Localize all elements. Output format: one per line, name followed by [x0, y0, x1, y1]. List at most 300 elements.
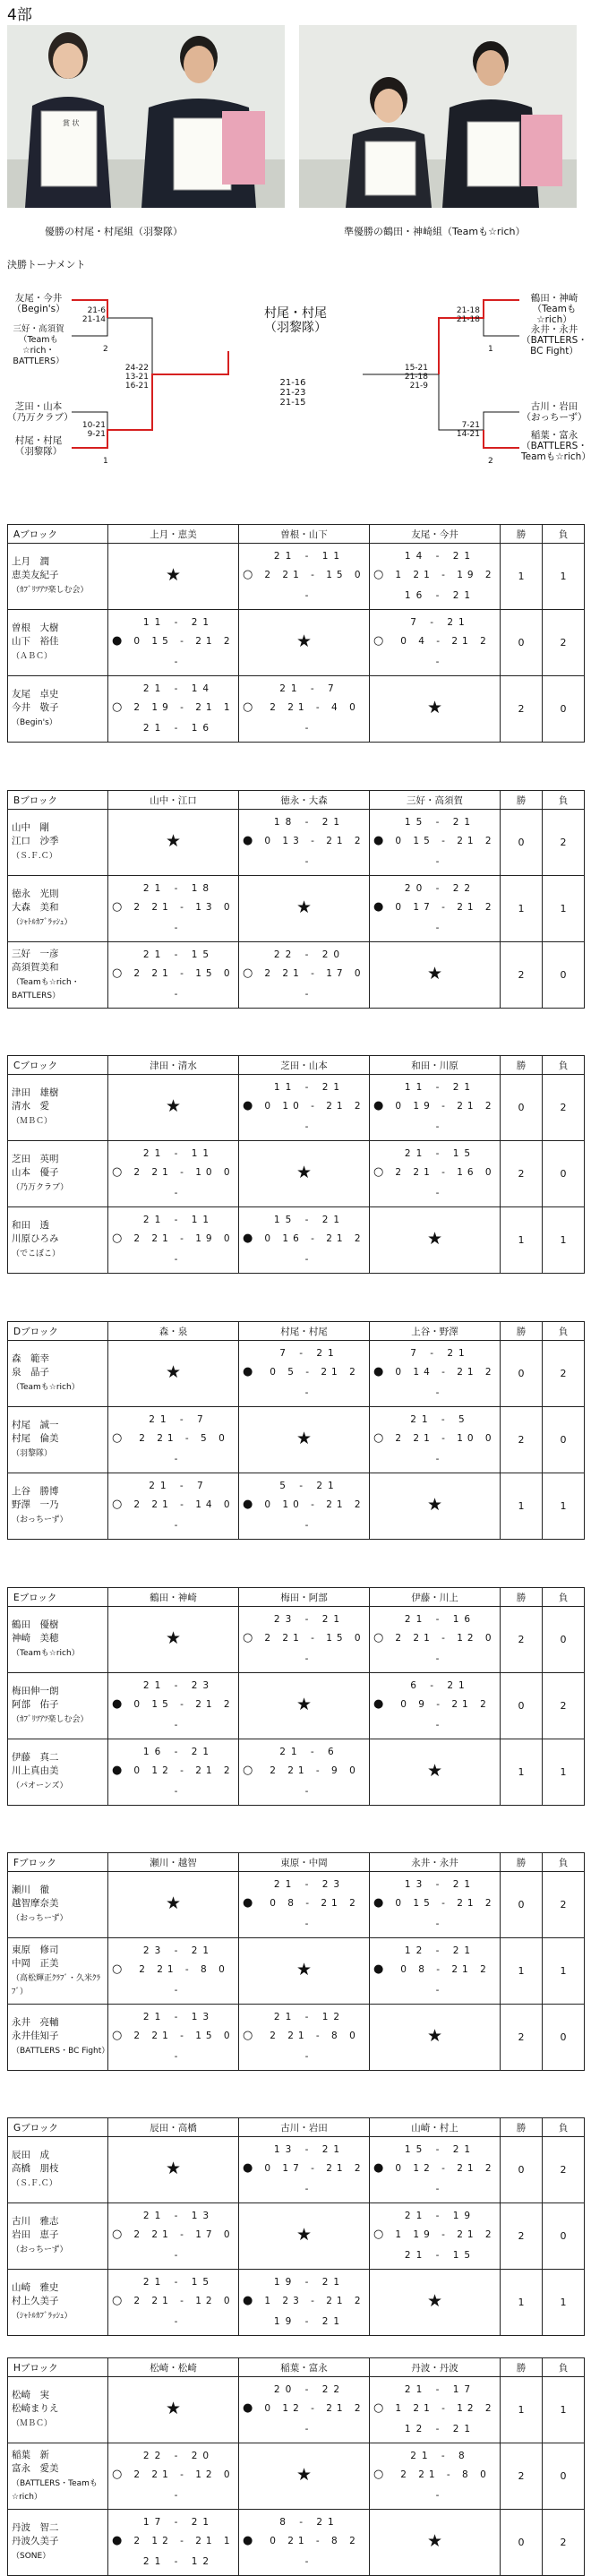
- loss-dot-icon: ●: [373, 1962, 384, 1976]
- game-score: 23 - 21: [273, 1614, 346, 1625]
- column-header: 村尾・村尾: [239, 1322, 370, 1341]
- game-score: 21 - 16: [142, 723, 215, 734]
- game-score: 22 - 20: [273, 949, 346, 960]
- match-summary: 0 12 - 21 2: [133, 1765, 235, 1776]
- match-cell: [108, 610, 239, 676]
- match-cell: [108, 2203, 239, 2270]
- lose-header: 負: [543, 1322, 585, 1341]
- loss-dot-icon: ●: [373, 1697, 384, 1711]
- win-count: 0: [501, 2510, 543, 2576]
- win-circle-icon: ○: [373, 568, 384, 581]
- player-name: 上月 潤: [12, 556, 49, 567]
- game-score: 23 - 21: [142, 1945, 215, 1956]
- game-score: 21 - 11: [142, 1215, 215, 1225]
- player-name: 村尾 誠一: [12, 1420, 59, 1430]
- match-cell: [239, 1673, 370, 1739]
- game-score: 21 - 23: [142, 1680, 215, 1691]
- win-count: 2: [501, 676, 543, 743]
- match-summary: 0 12 - 21 2: [395, 2163, 496, 2174]
- match-summary: 2 21 - 8 0: [270, 2031, 360, 2041]
- match-summary: 1 19 - 21 2: [395, 2229, 496, 2240]
- match-summary: 2 21 - 12 0: [133, 2296, 235, 2306]
- pair-cell: [8, 876, 108, 942]
- player-name: 友尾 卓史: [12, 689, 59, 700]
- win-circle-icon: ○: [112, 1431, 123, 1445]
- table-row: [8, 1207, 585, 1274]
- game-score: -: [174, 1188, 184, 1198]
- self-match-star-icon: ★: [426, 964, 443, 983]
- win-circle-icon: ○: [373, 2401, 384, 2415]
- match-cell: [370, 1872, 501, 1938]
- game-score: 21 - 16: [404, 1614, 476, 1625]
- match-cell: [239, 1207, 370, 1274]
- match-cell: [108, 1673, 239, 1739]
- player-name: 泉 晶子: [12, 1367, 49, 1378]
- game-score: -: [304, 2051, 314, 2062]
- league-block-table: [7, 1852, 585, 2071]
- game-score: 21 - 6: [279, 1747, 339, 1757]
- match-summary: 2 21 - 19 0: [133, 1233, 235, 1244]
- match-cell: [370, 1075, 501, 1141]
- win-circle-icon: ○: [112, 2029, 123, 2042]
- winner-photo: [7, 25, 285, 208]
- self-match-star-icon: ★: [426, 1761, 443, 1781]
- column-header: 徳永・大森: [239, 791, 370, 810]
- player-name: 松崎まりえ: [12, 2403, 59, 2414]
- pair-club: （Teamも☆rich）: [532, 304, 577, 325]
- self-match-star-icon: ★: [296, 2465, 313, 2485]
- match-cell: [108, 1407, 239, 1473]
- match-summary: 0 8 - 21 2: [270, 1898, 360, 1909]
- match-cell: [108, 1341, 239, 1407]
- win-circle-icon: ○: [243, 1764, 253, 1777]
- match-summary: 1 23 - 21 2: [264, 2296, 365, 2306]
- match-summary: 0 17 - 21 2: [395, 902, 496, 913]
- player-name: 今井 敬子: [12, 702, 59, 713]
- match-summary: 2 19 - 21 1: [133, 702, 235, 713]
- pair-name: 古川・岩田: [530, 401, 578, 412]
- game-score: 5 - 21: [279, 1481, 339, 1491]
- match-summary: 0 13 - 21 2: [264, 836, 365, 846]
- match-summary: 2 21 - 16 0: [395, 1167, 496, 1178]
- self-match-star-icon: ★: [296, 1429, 313, 1448]
- match-summary: 2 21 - 17 0: [133, 2229, 235, 2240]
- pair-name: 村尾・村尾: [14, 435, 63, 446]
- champion-label: [242, 306, 349, 335]
- pair-club: （Teamも☆rich・BATTLERS）: [13, 335, 64, 366]
- match-cell: [370, 676, 501, 743]
- match-summary: 2 21 - 17 0: [264, 968, 365, 979]
- player-name: 瀬川 徹: [12, 1885, 49, 1895]
- lose-count: 0: [543, 1141, 585, 1207]
- game-score: 21 - 15: [142, 2277, 215, 2288]
- win-circle-icon: ○: [243, 700, 253, 714]
- loss-dot-icon: ●: [243, 1232, 253, 1245]
- table-row: [8, 876, 585, 942]
- table-row: [8, 2137, 585, 2203]
- match-summary: 0 4 - 21 2: [400, 636, 491, 647]
- win-circle-icon: ○: [112, 2228, 123, 2241]
- game-score: 17 - 21: [142, 2517, 215, 2528]
- loss-dot-icon: ●: [243, 2161, 253, 2175]
- match-summary: 2 21 - 8 0: [139, 1964, 229, 1975]
- score-left-r2: 10-21 9-21: [81, 421, 106, 439]
- block-name: Cブロック: [8, 1056, 108, 1075]
- match-cell: [108, 2377, 239, 2443]
- player-club: （Ｓ.Ｆ.Ｃ）: [12, 2179, 57, 2188]
- lose-header: 負: [543, 2358, 585, 2377]
- loss-dot-icon: ●: [112, 1764, 123, 1777]
- player-name: 山本 優子: [12, 1167, 59, 1178]
- league-block-table: [7, 790, 585, 1009]
- column-header: 梅田・阿部: [239, 1588, 370, 1607]
- bracket-right-pair-3: [521, 401, 587, 423]
- player-club: （Ｓ.Ｆ.Ｃ）: [12, 852, 57, 861]
- column-header: 森・泉: [108, 1322, 239, 1341]
- match-cell: [239, 1473, 370, 1540]
- win-header: 勝: [501, 2118, 543, 2137]
- self-match-star-icon: ★: [165, 2399, 182, 2418]
- game-score: 15 - 21: [404, 2144, 476, 2155]
- bracket-left-pair-4: [7, 435, 70, 457]
- column-header: 辰田・高橋: [108, 2118, 239, 2137]
- match-summary: 2 21 - 14 0: [133, 1499, 235, 1510]
- player-name: 永井佳知子: [12, 2031, 59, 2041]
- player-name: 阿部 佑子: [12, 1699, 59, 1710]
- match-summary: 2 21 - 15 0: [264, 570, 365, 580]
- table-row: [8, 1607, 585, 1673]
- game-score: 21 - 11: [273, 551, 346, 562]
- player-name: 清水 愛: [12, 1101, 49, 1112]
- player-name: 村尾 倫美: [12, 1433, 59, 1444]
- pair-cell: [8, 1207, 108, 1274]
- game-score: -: [435, 1454, 445, 1464]
- winner-caption: 優勝の村尾・村尾組（羽黎隊）: [45, 226, 183, 237]
- loss-dot-icon: ●: [243, 1896, 253, 1910]
- game-score: 21 - 12: [142, 2556, 215, 2567]
- player-club: （ｼｬﾄﾙｶﾌﾞﾗｯｼｭ）: [12, 918, 73, 927]
- runner-up-photo-illustration: [299, 25, 577, 208]
- win-count: 2: [501, 2443, 543, 2510]
- match-cell: [370, 544, 501, 610]
- round-label: 1: [103, 457, 108, 466]
- table-row: [8, 1075, 585, 1141]
- player-name: 富永 愛美: [12, 2462, 59, 2474]
- game-score: -: [435, 856, 445, 867]
- game-score: 18 - 21: [273, 817, 346, 828]
- column-header: 古川・岩田: [239, 2118, 370, 2137]
- match-summary: 0 15 - 21 2: [133, 636, 235, 647]
- game-score: -: [174, 1520, 184, 1531]
- loss-dot-icon: ●: [243, 2294, 253, 2307]
- column-header: 瀬川・越智: [108, 1853, 239, 1872]
- table-row: [8, 1673, 585, 1739]
- match-cell: [108, 1739, 239, 1806]
- lose-header: 負: [543, 2118, 585, 2137]
- player-club: （Teamも☆rich・BATTLERS）: [12, 977, 80, 1000]
- win-count: 1: [501, 876, 543, 942]
- lose-count: 1: [543, 1938, 585, 2005]
- game-score: -: [174, 989, 184, 1000]
- pair-cell: [8, 1473, 108, 1540]
- player-club: （BATTLERS・Teamも☆rich）: [12, 2478, 98, 2502]
- match-cell: [370, 2137, 501, 2203]
- lose-header: 負: [543, 1056, 585, 1075]
- game-score: 21 - 7: [149, 1481, 209, 1491]
- match-summary: 2 21 - 12 0: [395, 1633, 496, 1644]
- self-match-star-icon: ★: [165, 1893, 182, 1913]
- game-score: -: [304, 1919, 314, 1929]
- match-cell: [370, 876, 501, 942]
- win-count: 2: [501, 1407, 543, 1473]
- match-cell: [370, 1141, 501, 1207]
- match-cell: [239, 544, 370, 610]
- player-name: 大森 美和: [12, 902, 59, 913]
- self-match-star-icon: ★: [296, 631, 313, 651]
- match-summary: 0 10 - 21 2: [264, 1499, 365, 1510]
- game-score: 21 - 13: [142, 2012, 215, 2022]
- player-club: （ｶﾌﾞﾘﾂｱﾂ楽しむ会）: [12, 1715, 89, 1724]
- game-score: -: [435, 2184, 445, 2194]
- loss-dot-icon: ●: [243, 2401, 253, 2415]
- column-header: 伊藤・川上: [370, 1588, 501, 1607]
- player-name: 高須賀美和: [12, 961, 59, 973]
- player-club: （ＭＢＣ）: [12, 1117, 53, 1126]
- match-cell: [239, 1938, 370, 2005]
- column-header: 和田・川原: [370, 1056, 501, 1075]
- match-summary: 0 19 - 21 2: [395, 1101, 496, 1112]
- pair-cell: [8, 2270, 108, 2336]
- lose-count: 1: [543, 1207, 585, 1274]
- win-count: 0: [501, 1341, 543, 1407]
- game-score: 21 - 11: [142, 1148, 215, 1159]
- game-score: -: [304, 2184, 314, 2194]
- game-score: 20 - 22: [404, 883, 476, 894]
- game-score: 19 - 21: [273, 2316, 346, 2327]
- table-row: [8, 1141, 585, 1207]
- game-score: -: [304, 856, 314, 867]
- bracket-left-pair-3: [7, 401, 73, 423]
- game-score: 20 - 22: [273, 2384, 346, 2395]
- match-cell: [239, 942, 370, 1009]
- game-score: -: [174, 1720, 184, 1730]
- column-header: 芝田・山本: [239, 1056, 370, 1075]
- game-score: 21 - 12: [273, 2012, 346, 2022]
- table-row: [8, 610, 585, 676]
- lose-count: 2: [543, 1075, 585, 1141]
- game-score: 22 - 20: [142, 2451, 215, 2461]
- loss-dot-icon: ●: [373, 900, 384, 914]
- block-name: Bブロック: [8, 791, 108, 810]
- self-match-star-icon: ★: [165, 1362, 182, 1382]
- match-summary: 0 17 - 21 2: [264, 2163, 365, 2174]
- win-header: 勝: [501, 525, 543, 544]
- match-cell: [239, 1607, 370, 1673]
- lose-header: 負: [543, 525, 585, 544]
- win-count: 0: [501, 610, 543, 676]
- match-cell: [370, 942, 501, 1009]
- table-row: [8, 1938, 585, 2005]
- lose-count: 1: [543, 876, 585, 942]
- match-cell: [370, 2443, 501, 2510]
- game-score: -: [435, 923, 445, 933]
- pair-club: （Begin's）: [12, 304, 65, 314]
- match-summary: 2 21 - 8 0: [400, 2469, 491, 2480]
- self-match-star-icon: ★: [165, 2159, 182, 2178]
- league-block-table: [7, 2357, 585, 2576]
- game-score: 21 - 15: [404, 2250, 476, 2261]
- player-name: 野澤 一乃: [12, 1499, 59, 1510]
- match-cell: [108, 1473, 239, 1540]
- pair-name: 鶴田・神崎: [530, 293, 578, 304]
- pair-cell: [8, 810, 108, 876]
- match-cell: [108, 1075, 239, 1141]
- game-score: -: [435, 657, 445, 667]
- self-match-star-icon: ★: [426, 2531, 443, 2551]
- block-name: Eブロック: [8, 1588, 108, 1607]
- match-summary: 1 21 - 19 2: [395, 570, 496, 580]
- game-score: 13 - 21: [273, 2144, 346, 2155]
- game-score: 21 - 17: [404, 2384, 476, 2395]
- score-left-r1: 21-6 21-14: [81, 306, 106, 324]
- match-cell: [370, 2377, 501, 2443]
- match-summary: 2 21 - 15 0: [133, 968, 235, 979]
- self-match-star-icon: ★: [426, 698, 443, 717]
- pair-cell: [8, 1407, 108, 1473]
- player-name: 芝田 英明: [12, 1154, 59, 1164]
- player-name: 永井 亮輔: [12, 2017, 59, 2028]
- league-block-table: [7, 1055, 585, 1274]
- win-circle-icon: ○: [112, 700, 123, 714]
- player-club: （ｶﾌﾞﾘﾂｱﾂ楽しむ会）: [12, 586, 89, 595]
- match-cell: [108, 810, 239, 876]
- game-score: 15 - 21: [404, 817, 476, 828]
- self-match-star-icon: ★: [296, 1163, 313, 1182]
- win-circle-icon: ○: [112, 1232, 123, 1245]
- match-cell: [370, 1673, 501, 1739]
- game-score: 8 - 21: [279, 2517, 339, 2528]
- score-right-semifinal: 15-21 21-18 21-9: [404, 364, 428, 391]
- match-cell: [370, 1607, 501, 1673]
- game-score: 11 - 21: [142, 617, 215, 628]
- win-count: 0: [501, 1872, 543, 1938]
- win-circle-icon: ○: [373, 634, 384, 648]
- player-club: （SONE）: [12, 2552, 51, 2561]
- game-score: -: [304, 1254, 314, 1265]
- match-cell: [108, 1607, 239, 1673]
- game-score: -: [174, 657, 184, 667]
- match-cell: [239, 610, 370, 676]
- player-name: 上谷 勝博: [12, 1486, 59, 1497]
- lose-count: 1: [543, 2270, 585, 2336]
- block-name: Hブロック: [8, 2358, 108, 2377]
- table-row: [8, 2005, 585, 2071]
- player-name: 徳永 光則: [12, 889, 59, 899]
- lose-count: 2: [543, 1341, 585, 1407]
- block-name: Gブロック: [8, 2118, 108, 2137]
- bracket-right-pair-4: [521, 430, 591, 462]
- game-score: 12 - 21: [404, 2424, 476, 2434]
- match-cell: [108, 2443, 239, 2510]
- game-score: 11 - 21: [273, 1082, 346, 1093]
- tournament-bracket: [0, 269, 591, 519]
- match-summary: 2 21 - 13 0: [133, 902, 235, 913]
- game-score: -: [304, 989, 314, 1000]
- table-row: [8, 544, 585, 610]
- table-row: [8, 1407, 585, 1473]
- win-count: 0: [501, 1673, 543, 1739]
- game-score: 21 - 13: [142, 2211, 215, 2221]
- game-score: -: [304, 1121, 314, 1132]
- player-club: （ＡＢＣ）: [12, 652, 53, 661]
- match-summary: 2 21 - 9 0: [270, 1765, 360, 1776]
- match-summary: 0 14 - 21 2: [395, 1367, 496, 1378]
- player-name: 山崎 雅史: [12, 2282, 59, 2293]
- match-cell: [239, 1341, 370, 1407]
- match-cell: [239, 2203, 370, 2270]
- match-cell: [370, 2203, 501, 2270]
- lose-count: 1: [543, 2377, 585, 2443]
- score-final: 21-16 21-23 21-15: [279, 378, 306, 408]
- player-name: 津田 雄樹: [12, 1087, 59, 1098]
- player-club: （おっちーず）: [12, 1914, 68, 1923]
- game-score: -: [435, 1720, 445, 1730]
- winner-photo-illustration: [7, 25, 285, 208]
- self-match-star-icon: ★: [296, 2225, 313, 2245]
- pair-cell: [8, 1739, 108, 1806]
- player-name: 高橋 朋枝: [12, 2163, 59, 2174]
- game-score: -: [435, 1188, 445, 1198]
- win-circle-icon: ○: [243, 966, 253, 980]
- player-club: （乃万クラブ）: [12, 1183, 69, 1192]
- player-name: 山下 裕佳: [12, 636, 59, 647]
- lose-count: 2: [543, 810, 585, 876]
- win-circle-icon: ○: [112, 1165, 123, 1179]
- match-cell: [108, 676, 239, 743]
- match-cell: [108, 2137, 239, 2203]
- player-name: 越智摩奈美: [12, 1898, 59, 1909]
- match-cell: [239, 1407, 370, 1473]
- pair-cell: [8, 2005, 108, 2071]
- runner-up-caption: 準優勝の鶴田・神崎組（Teamも☆rich）: [344, 226, 526, 237]
- player-name: 鶴田 優樹: [12, 1619, 59, 1630]
- pair-cell: [8, 1341, 108, 1407]
- win-header: 勝: [501, 1588, 543, 1607]
- match-summary: 0 9 - 21 2: [400, 1699, 491, 1710]
- game-score: -: [435, 1121, 445, 1132]
- win-circle-icon: ○: [373, 2468, 384, 2481]
- game-score: 21 - 7: [149, 1414, 209, 1425]
- win-count: 1: [501, 1473, 543, 1540]
- game-score: 21 - 14: [142, 683, 215, 694]
- loss-dot-icon: ●: [373, 1099, 384, 1112]
- column-header: 津田・清水: [108, 1056, 239, 1075]
- match-cell: [370, 2005, 501, 2071]
- lose-count: 0: [543, 2203, 585, 2270]
- player-name: 丹波久美子: [12, 2536, 59, 2546]
- game-score: 6 - 21: [410, 1680, 470, 1691]
- match-cell: [239, 2137, 370, 2203]
- game-score: 16 - 21: [404, 590, 476, 601]
- game-score: -: [435, 1653, 445, 1664]
- match-cell: [370, 610, 501, 676]
- match-summary: 0 16 - 21 2: [264, 1233, 365, 1244]
- player-club: （Teamも☆rich）: [12, 1649, 80, 1658]
- column-header: 山中・江口: [108, 791, 239, 810]
- match-summary: 2 21 - 15 0: [133, 2031, 235, 2041]
- column-header: 永井・永井: [370, 1853, 501, 1872]
- pair-cell: [8, 2443, 108, 2510]
